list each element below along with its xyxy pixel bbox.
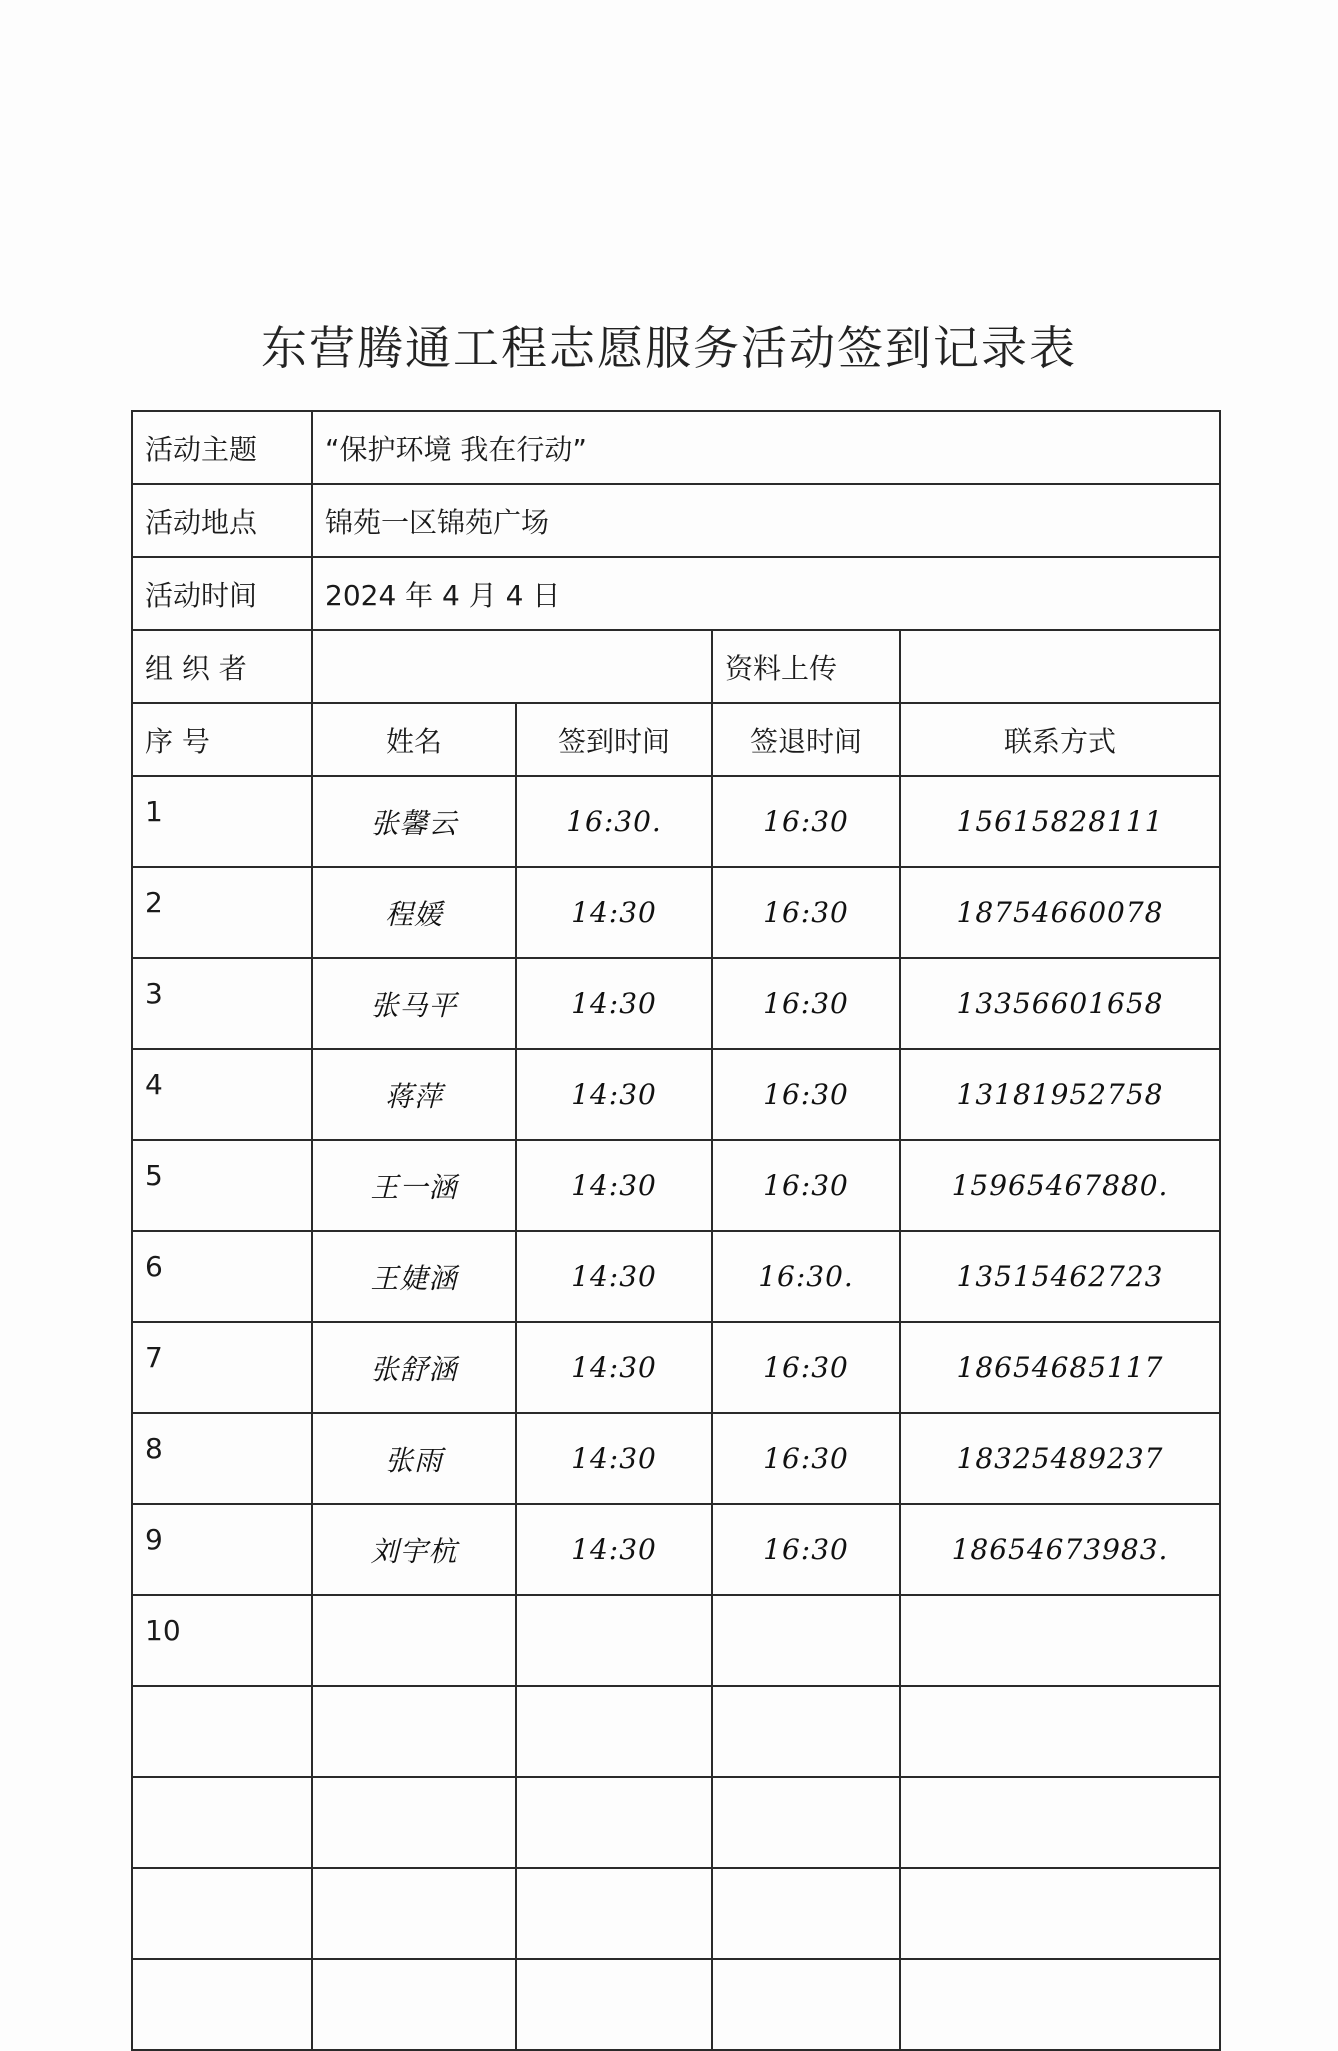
table-row: [132, 1322, 1220, 1413]
row-index: 1: [132, 776, 312, 867]
location-value: 锦苑一区锦苑广场: [312, 484, 1220, 557]
table-row: [132, 958, 1220, 1049]
row-sign-out-time: [712, 1777, 900, 1868]
table-row: [132, 1868, 1220, 1959]
row-index: 7: [132, 1322, 312, 1413]
row-contact: 13515462723: [900, 1231, 1220, 1322]
row-sign-in-time: 14:30: [516, 1231, 712, 1322]
table-row: [132, 1140, 1220, 1231]
row-contact: [900, 1959, 1220, 2050]
time-label: 活动时间: [132, 557, 312, 630]
row-index: [132, 1868, 312, 1959]
table-row: [132, 867, 1220, 958]
row-sign-in-time: 14:30: [516, 1504, 712, 1595]
row-sign-out-time: 16:30: [712, 1322, 900, 1413]
row-sign-in-time: [516, 1868, 712, 1959]
row-contact: [900, 1686, 1220, 1777]
row-sign-in-time: 14:30: [516, 1140, 712, 1231]
theme-value: “保护环境 我在行动”: [312, 411, 1220, 484]
header-sign-out: 签退时间: [712, 703, 900, 776]
row-sign-in-time: 16:30.: [516, 776, 712, 867]
row-name: 王婕涵: [312, 1231, 516, 1322]
row-sign-in-time: 14:30: [516, 867, 712, 958]
theme-label: 活动主题: [132, 411, 312, 484]
upload-value: [900, 630, 1220, 703]
row-sign-out-time: [712, 1595, 900, 1686]
row-sign-out-time: 16:30: [712, 1140, 900, 1231]
table-row: [132, 1686, 1220, 1777]
row-index: 8: [132, 1413, 312, 1504]
organizer-label: 组 织 者: [132, 630, 312, 703]
row-index: [132, 1959, 312, 2050]
row-contact: 18754660078: [900, 867, 1220, 958]
row-index: 4: [132, 1049, 312, 1140]
row-sign-in-time: [516, 1595, 712, 1686]
table-row: [132, 1049, 1220, 1140]
table-row: [132, 1777, 1220, 1868]
organizer-row: [132, 630, 1220, 703]
row-name: 张马平: [312, 958, 516, 1049]
row-contact: 15965467880.: [900, 1140, 1220, 1231]
row-name: [312, 1959, 516, 2050]
sign-in-table: [131, 410, 1221, 2051]
row-name: 张雨: [312, 1413, 516, 1504]
table-row: [132, 1959, 1220, 2050]
row-sign-out-time: 16:30.: [712, 1231, 900, 1322]
row-sign-in-time: 14:30: [516, 1322, 712, 1413]
row-name: 刘宇杭: [312, 1504, 516, 1595]
row-sign-out-time: [712, 1868, 900, 1959]
page-title: 东营腾通工程志愿服务活动签到记录表: [261, 321, 1077, 375]
row-sign-in-time: [516, 1686, 712, 1777]
row-contact: 18654673983.: [900, 1504, 1220, 1595]
table-row: [132, 1413, 1220, 1504]
row-sign-in-time: 14:30: [516, 1413, 712, 1504]
row-name: [312, 1868, 516, 1959]
table-row: [132, 1231, 1220, 1322]
upload-label: 资料上传: [712, 630, 900, 703]
row-index: 9: [132, 1504, 312, 1595]
row-contact: [900, 1777, 1220, 1868]
row-sign-in-time: 14:30: [516, 958, 712, 1049]
row-index: 5: [132, 1140, 312, 1231]
row-name: [312, 1595, 516, 1686]
row-contact: [900, 1595, 1220, 1686]
row-contact: 13181952758: [900, 1049, 1220, 1140]
row-sign-out-time: 16:30: [712, 776, 900, 867]
table-row: [132, 776, 1220, 867]
row-sign-out-time: 16:30: [712, 867, 900, 958]
row-name: 蒋萍: [312, 1049, 516, 1140]
row-index: [132, 1686, 312, 1777]
row-name: 程媛: [312, 867, 516, 958]
row-sign-in-time: 14:30: [516, 1049, 712, 1140]
row-sign-out-time: 16:30: [712, 1504, 900, 1595]
row-index: 6: [132, 1231, 312, 1322]
row-index: [132, 1777, 312, 1868]
header-row: [132, 703, 1220, 776]
row-index: 2: [132, 867, 312, 958]
header-index: 序 号: [132, 703, 312, 776]
row-sign-out-time: [712, 1686, 900, 1777]
row-sign-in-time: [516, 1959, 712, 2050]
row-sign-in-time: [516, 1777, 712, 1868]
row-contact: [900, 1868, 1220, 1959]
row-name: 张舒涵: [312, 1322, 516, 1413]
time-value: 2024 年 4 月 4 日: [312, 557, 1220, 630]
header-sign-in: 签到时间: [516, 703, 712, 776]
time-row: [132, 557, 1220, 630]
row-contact: 15615828111: [900, 776, 1220, 867]
row-name: [312, 1777, 516, 1868]
theme-row: [132, 411, 1220, 484]
row-name: 王一涵: [312, 1140, 516, 1231]
row-contact: 18654685117: [900, 1322, 1220, 1413]
row-sign-out-time: 16:30: [712, 1049, 900, 1140]
header-contact: 联系方式: [900, 703, 1220, 776]
row-sign-out-time: 16:30: [712, 1413, 900, 1504]
table-row: [132, 1595, 1220, 1686]
row-name: [312, 1686, 516, 1777]
row-name: 张馨云: [312, 776, 516, 867]
row-sign-out-time: 16:30: [712, 958, 900, 1049]
row-contact: 13356601658: [900, 958, 1220, 1049]
organizer-value: [312, 630, 712, 703]
row-sign-out-time: [712, 1959, 900, 2050]
table-row: [132, 1504, 1220, 1595]
location-label: 活动地点: [132, 484, 312, 557]
location-row: [132, 484, 1220, 557]
row-contact: 18325489237: [900, 1413, 1220, 1504]
header-name: 姓名: [312, 703, 516, 776]
row-index: 10: [132, 1595, 312, 1686]
row-index: 3: [132, 958, 312, 1049]
